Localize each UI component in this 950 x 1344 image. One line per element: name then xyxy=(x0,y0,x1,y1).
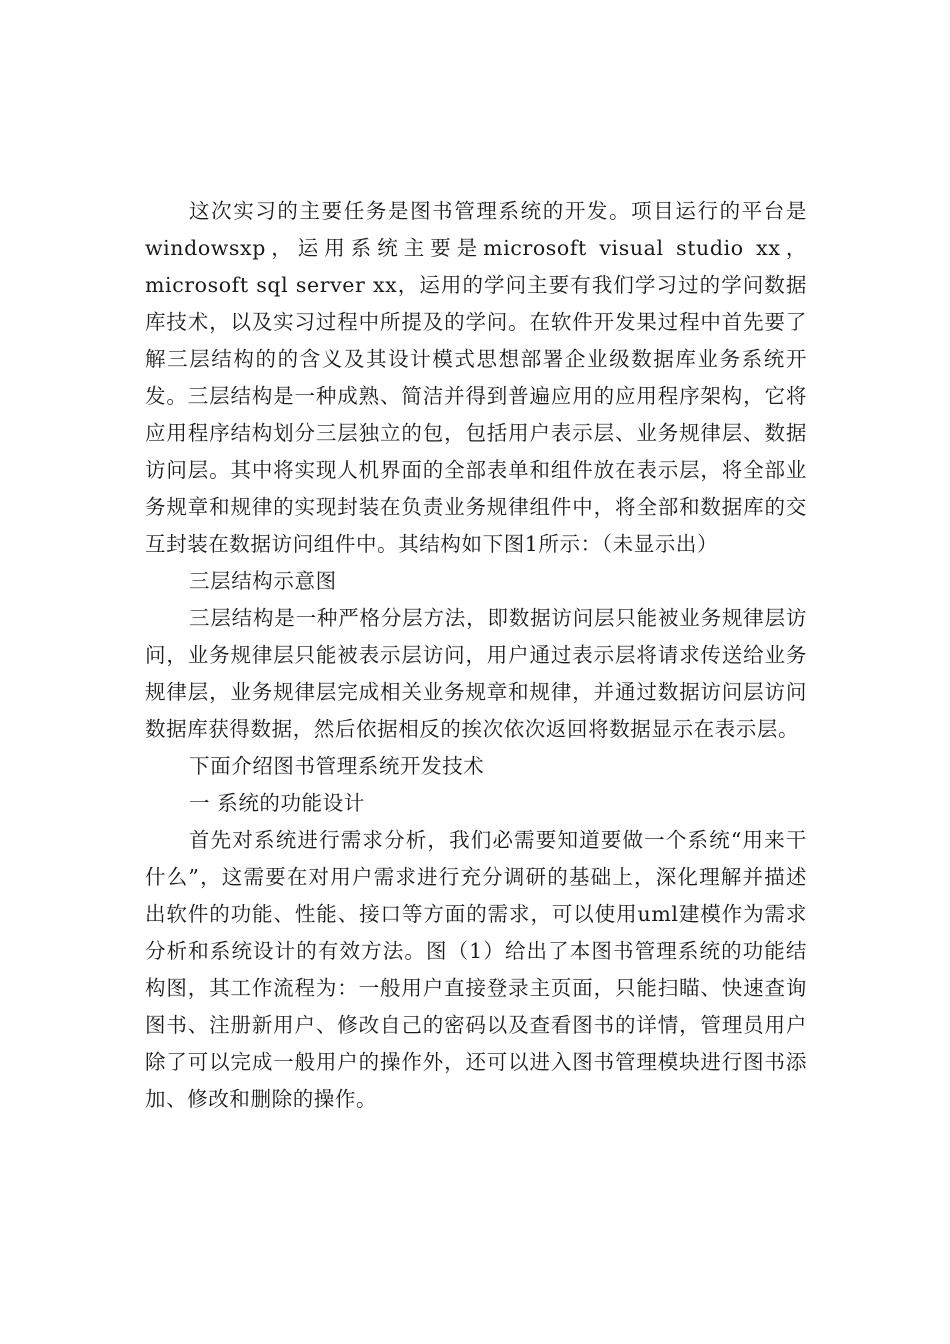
paragraph-requirements-analysis: 首先对系统进行需求分析，我们必需要知道要做一个系统“用来干什么”，这需要在对用户需求进行充分调研的基础上，深化理解并描述出软件的功能、性能、接口等方面的需求，可以使用uml建模作为需求分析和系统设计的有效方法。图（1）给出了本图书管理系统的功能结构图，其工作流程为：一般用户直接登录主页面，只能扫瞄、快速查询图书、注册新用户、修改自己的密码以及查看图书的详情，管理员用户除了可以完成一般用户的操作外，还可以进入图书管理模块进行图书添加、修改和删除的操作。 xyxy=(145,828,807,1111)
paragraph-section-intro: 下面介绍图书管理系统开发技术 xyxy=(189,754,485,778)
paragraph-figure-caption: 三层结构示意图 xyxy=(189,569,337,593)
document-body xyxy=(145,193,807,1118)
paragraph-internship-overview: 这次实习的主要任务是图书管理系统的开发。项目运行的平台是windowsxp，运用系统主要是microsoft visual studio xx，microsoft sql server xx，运用的学问主要有我们学习过的学问数据库技术，以及实习过程中所提及的学问。在软件开发果过程中首先要了解三层结构的的含义及其设计模式思想部署企业级数据库业务系统开发。三层结构是一种成熟、简洁并得到普遍应用的应用程序架构，它将应用程序结构划分三层独立的包，包括用户表示层、业务规律层、数据访问层。其中将实现人机界面的全部表单和组件放在表示层，将全部业务规章和规律的实现封装在负责业务规律组件中，将全部和数据库的交互封装在数据访问组件中。其结构如下图1所示：（未显示出） xyxy=(145,199,807,556)
section-heading-function-design: 一 系统的功能设计 xyxy=(189,791,365,815)
paragraph-three-tier-explanation: 三层结构是一种严格分层方法，即数据访问层只能被业务规律层访问，业务规律层只能被表示层访问，用户通过表示层将请求传送给业务规律层，业务规律层完成相关业务规章和规律，并通过数据访问层访问数据库获得数据，然后依据相反的挨次依次返回将数据显示在表示层。 xyxy=(145,606,807,741)
